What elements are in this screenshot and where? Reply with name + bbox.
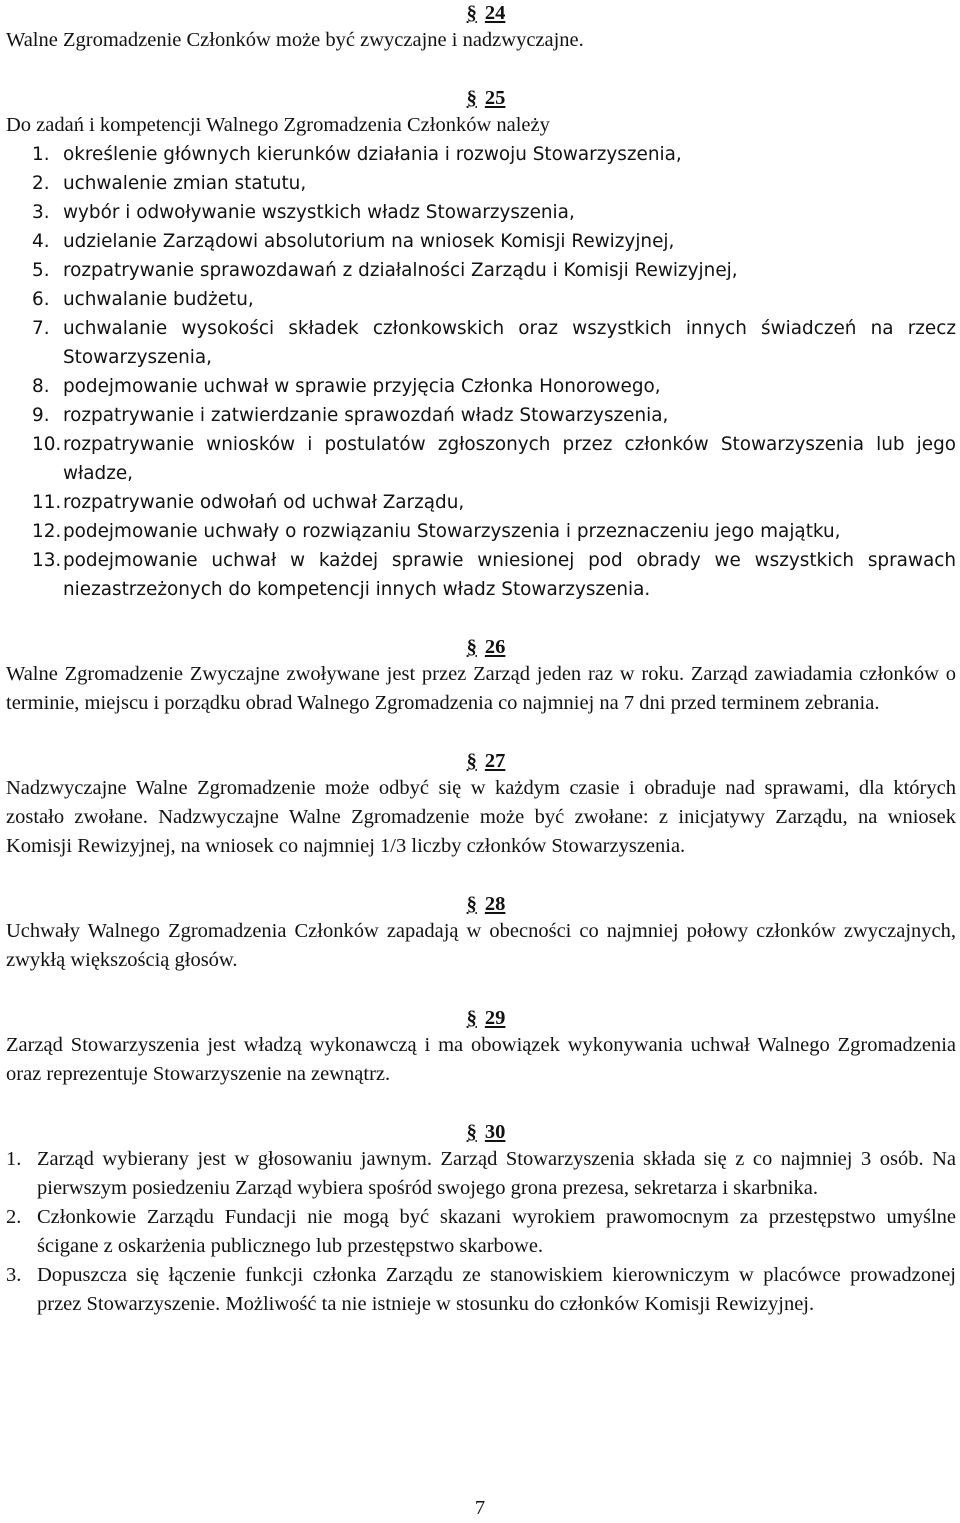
item-text: udzielanie Zarządowi absolutorium na wniosek Komisji Rewizyjnej, — [63, 231, 675, 252]
list-item — [32, 372, 956, 401]
item-number: 2. — [6, 1206, 22, 1228]
section-heading — [6, 85, 956, 111]
list-item — [32, 517, 956, 546]
list-item — [32, 430, 956, 488]
item-number: 13. — [32, 550, 62, 571]
item-text: uchwalanie wysokości składek członkowskich oraz wszystkich innych świadczeń na rzecz Stowarzyszenia, — [63, 318, 956, 368]
item-number: 9. — [32, 405, 50, 426]
section-heading — [6, 1005, 956, 1031]
item-number: 3. — [32, 202, 50, 223]
section-text: Walne Zgromadzenie Członków może być zwyczajne i nadzwyczajne. — [6, 29, 584, 51]
section-text: Nadzwyczajne Walne Zgromadzenie może odbyć się w każdym czasie i obraduje nad sprawami, dla których zostało zwołane. Nadzwyczajne Walne Zgromadzenie może być zwołane: z inicjatywy Zarządu, na wniosek Komisji Rewizyjnej, na wniosek co najmniej 1/3 liczby członków Stowarzyszenia. — [6, 777, 956, 857]
section-text: Walne Zgromadzenie Zwyczajne zwoływane jest przez Zarząd jeden raz w roku. Zarząd zawiadamia członków o terminie, miejscu i porządku obrad Walnego Zgromadzenia co najmniej na 7 dni przed terminem zebrania. — [6, 663, 956, 714]
section-number: 28 — [484, 893, 506, 915]
item-text: podejmowanie uchwały o rozwiązaniu Stowarzyszenia i przeznaczeniu jego majątku, — [63, 521, 841, 542]
list-item — [32, 546, 956, 604]
section-heading — [6, 0, 956, 26]
section-sign: § — [466, 1121, 477, 1143]
item-text: Dopuszcza się łączenie funkcji członka Zarządu ze stanowiskiem kierowniczym w placówce prowadzonej przez Stowarzyszenie. Możliwość ta nie istnieje w stosunku do członków Komisji Rewizyjnej. — [37, 1264, 956, 1315]
list-item — [32, 314, 956, 372]
list-item — [32, 285, 956, 314]
section-heading — [6, 1119, 956, 1145]
item-number: 6. — [32, 289, 50, 310]
section-25 — [6, 85, 956, 604]
section-number: 30 — [484, 1121, 506, 1143]
item-number: 3. — [6, 1264, 22, 1286]
item-text: rozpatrywanie odwołań od uchwał Zarządu, — [63, 492, 465, 513]
section-text: Uchwały Walnego Zgromadzenia Członków zapadają w obecności co najmniej połowy członków zwyczajnych, zwykłą większością głosów. — [6, 920, 956, 971]
section-28 — [6, 891, 956, 975]
item-number: 5. — [32, 260, 50, 281]
section-26 — [6, 634, 956, 718]
list-item — [32, 488, 956, 517]
item-number: 10. — [32, 434, 62, 455]
item-text: podejmowanie uchwał w każdej sprawie wniesionej pod obrady we wszystkich sprawach niezastrzeżonych do kompetencji innych władz Stowarzyszenia. — [63, 550, 956, 600]
list-item — [32, 256, 956, 285]
item-number: 8. — [32, 376, 50, 397]
board-rules-list — [6, 1145, 956, 1319]
list-item — [6, 1261, 956, 1319]
item-number: 7. — [32, 318, 50, 339]
section-heading — [6, 891, 956, 917]
item-number: 4. — [32, 231, 50, 252]
section-sign: § — [466, 636, 477, 658]
item-text: Członkowie Zarządu Fundacji nie mogą być skazani wyrokiem prawomocnym za przestępstwo umyślne ścigane z oskarżenia publicznego lub przestępstwo skarbowe. — [37, 1206, 956, 1257]
item-number: 11. — [32, 492, 62, 513]
list-item — [32, 227, 956, 256]
list-item — [32, 140, 956, 169]
list-item — [32, 169, 956, 198]
list-item — [6, 1145, 956, 1203]
section-number: 25 — [484, 87, 506, 109]
section-30 — [6, 1119, 956, 1319]
item-text: rozpatrywanie wniosków i postulatów zgłoszonych przez członków Stowarzyszenia lub jego władze, — [63, 434, 956, 484]
list-item — [6, 1203, 956, 1261]
section-sign: § — [466, 750, 477, 772]
competence-list — [32, 140, 956, 604]
item-text: rozpatrywanie sprawozdawań z działalności Zarządu i Komisji Rewizyjnej, — [63, 260, 738, 281]
section-sign: § — [466, 87, 477, 109]
section-text: Zarząd Stowarzyszenia jest władzą wykonawczą i ma obowiązek wykonywania uchwał Walnego Zgromadzenia oraz reprezentuje Stowarzyszenie na zewnątrz. — [6, 1034, 956, 1085]
list-item — [32, 198, 956, 227]
section-number: 26 — [484, 636, 506, 658]
list-item — [32, 401, 956, 430]
section-number: 27 — [484, 750, 506, 772]
item-text: rozpatrywanie i zatwierdzanie sprawozdań władz Stowarzyszenia, — [63, 405, 669, 426]
item-number: 2. — [32, 173, 50, 194]
section-heading — [6, 748, 956, 774]
section-number: 29 — [484, 1007, 506, 1029]
section-29 — [6, 1005, 956, 1089]
page-number: 7 — [474, 1497, 486, 1519]
section-number: 24 — [484, 2, 506, 24]
section-intro: Do zadań i kompetencji Walnego Zgromadzenia Członków należy — [6, 114, 550, 136]
item-number: 1. — [6, 1148, 22, 1170]
section-sign: § — [466, 2, 477, 24]
item-text: wybór i odwoływanie wszystkich władz Stowarzyszenia, — [63, 202, 575, 223]
section-27 — [6, 748, 956, 861]
section-24 — [6, 0, 956, 55]
document-page — [6, 0, 956, 1319]
item-number: 1. — [32, 144, 50, 165]
item-text: podejmowanie uchwał w sprawie przyjęcia Członka Honorowego, — [63, 376, 661, 397]
section-sign: § — [466, 1007, 477, 1029]
item-text: Zarząd wybierany jest w głosowaniu jawnym. Zarząd Stowarzyszenia składa się z co najmniej 3 osób. Na pierwszym posiedzeniu Zarząd wybiera spośród swojego grona prezesa, sekretarza i skarbnika. — [37, 1148, 956, 1199]
item-text: określenie głównych kierunków działania i rozwoju Stowarzyszenia, — [63, 144, 682, 165]
section-sign: § — [466, 893, 477, 915]
item-text: uchwalanie budżetu, — [63, 289, 254, 310]
item-text: uchwalenie zmian statutu, — [63, 173, 307, 194]
item-number: 12. — [32, 521, 62, 542]
section-heading — [6, 634, 956, 660]
